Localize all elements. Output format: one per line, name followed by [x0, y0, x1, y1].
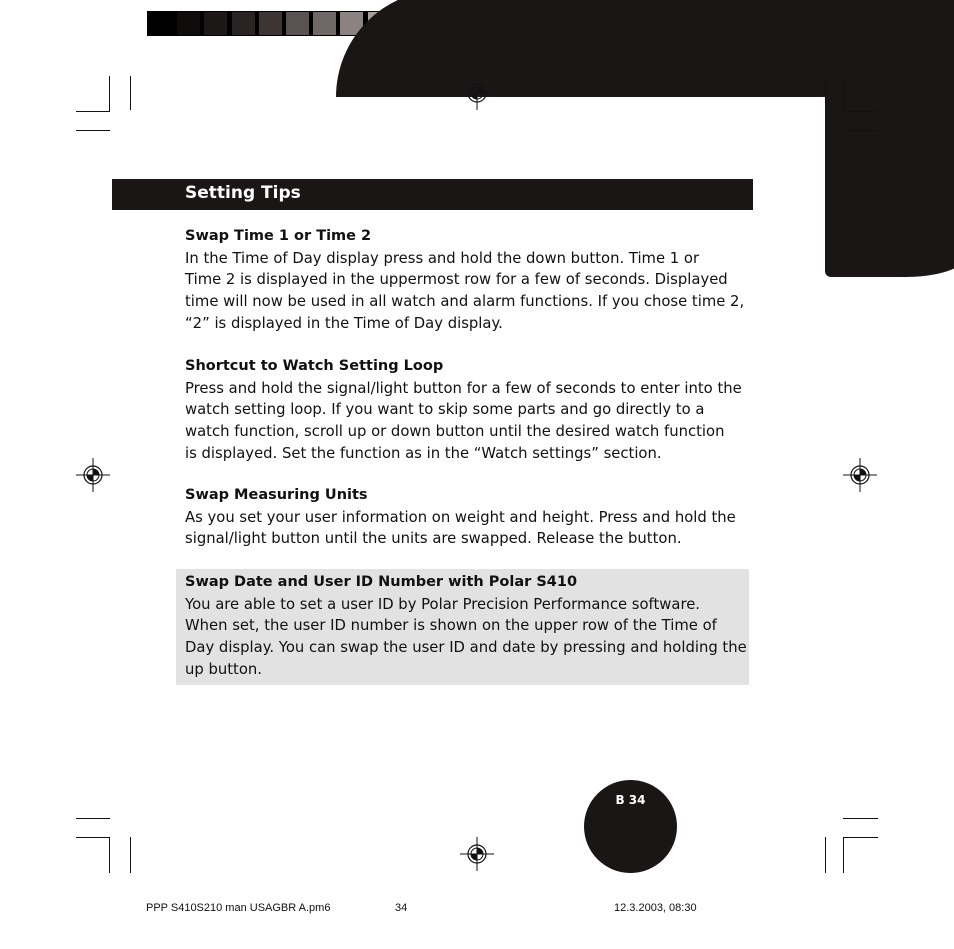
tip-line: watch function, scroll up or down button until the desired watch function	[185, 423, 725, 441]
tip-shortcut-setting-loop	[185, 356, 755, 465]
tip-line: Day display. You can swap the user ID and date by pressing and holding the	[185, 639, 747, 657]
tip-line: Time 2 is displayed in the uppermost row for a few of seconds. Displayed	[185, 271, 728, 289]
gray-swatch	[232, 12, 255, 35]
gray-swatch	[313, 12, 336, 35]
side-tab-shape	[825, 60, 954, 277]
footer-datetime: 12.3.2003, 08:30	[614, 902, 697, 914]
tip-title: Swap Time 1 or Time 2	[185, 228, 372, 244]
page-number-badge	[584, 780, 677, 873]
page-title: Setting Tips	[185, 183, 301, 203]
gray-swatch	[259, 12, 282, 35]
tip-line: up button.	[185, 660, 262, 678]
registration-mark-right	[843, 458, 877, 492]
page-number: B 34	[615, 793, 646, 807]
tip-title: Shortcut to Watch Setting Loop	[185, 358, 444, 374]
registration-mark-bottom	[460, 837, 494, 871]
tip-line: In the Time of Day display press and hold the down button. Time 1 or	[185, 249, 700, 267]
tip-line: is displayed. Set the function as in the “Watch settings” section.	[185, 444, 662, 462]
tip-line: watch setting loop. If you want to skip some parts and go directly to a	[185, 401, 705, 419]
footer-page: 34	[395, 902, 408, 914]
tip-line: time will now be used in all watch and alarm functions. If you chose time 2,	[185, 293, 745, 311]
section-heading-bar	[112, 179, 753, 210]
gray-swatch	[286, 12, 309, 35]
tip-line: Press and hold the signal/light button for a few of seconds to enter into the	[185, 379, 742, 397]
tip-title: Swap Date and User ID Number with Polar S410	[185, 574, 578, 590]
tip-line: As you set your user information on weight and height. Press and hold the	[185, 508, 736, 526]
gray-swatch	[150, 12, 173, 35]
footer-filename: PPP S410S210 man USAGBR A.pm6	[146, 902, 331, 914]
tip-title: Swap Measuring Units	[185, 487, 368, 503]
tip-swap-units	[185, 485, 755, 550]
registration-mark-left	[76, 458, 110, 492]
tip-swap-date-user-id	[185, 572, 755, 681]
tip-swap-time	[185, 226, 755, 335]
gray-swatch	[204, 12, 227, 35]
tip-line: signal/light button until the units are swapped. Release the button.	[185, 530, 682, 548]
tip-line: When set, the user ID number is shown on the upper row of the Time of	[185, 617, 717, 635]
gray-swatch	[177, 12, 200, 35]
tip-line: “2” is displayed in the Time of Day display.	[185, 314, 503, 332]
registration-mark-top	[460, 76, 494, 110]
tip-line: You are able to set a user ID by Polar Precision Performance software.	[185, 595, 701, 613]
